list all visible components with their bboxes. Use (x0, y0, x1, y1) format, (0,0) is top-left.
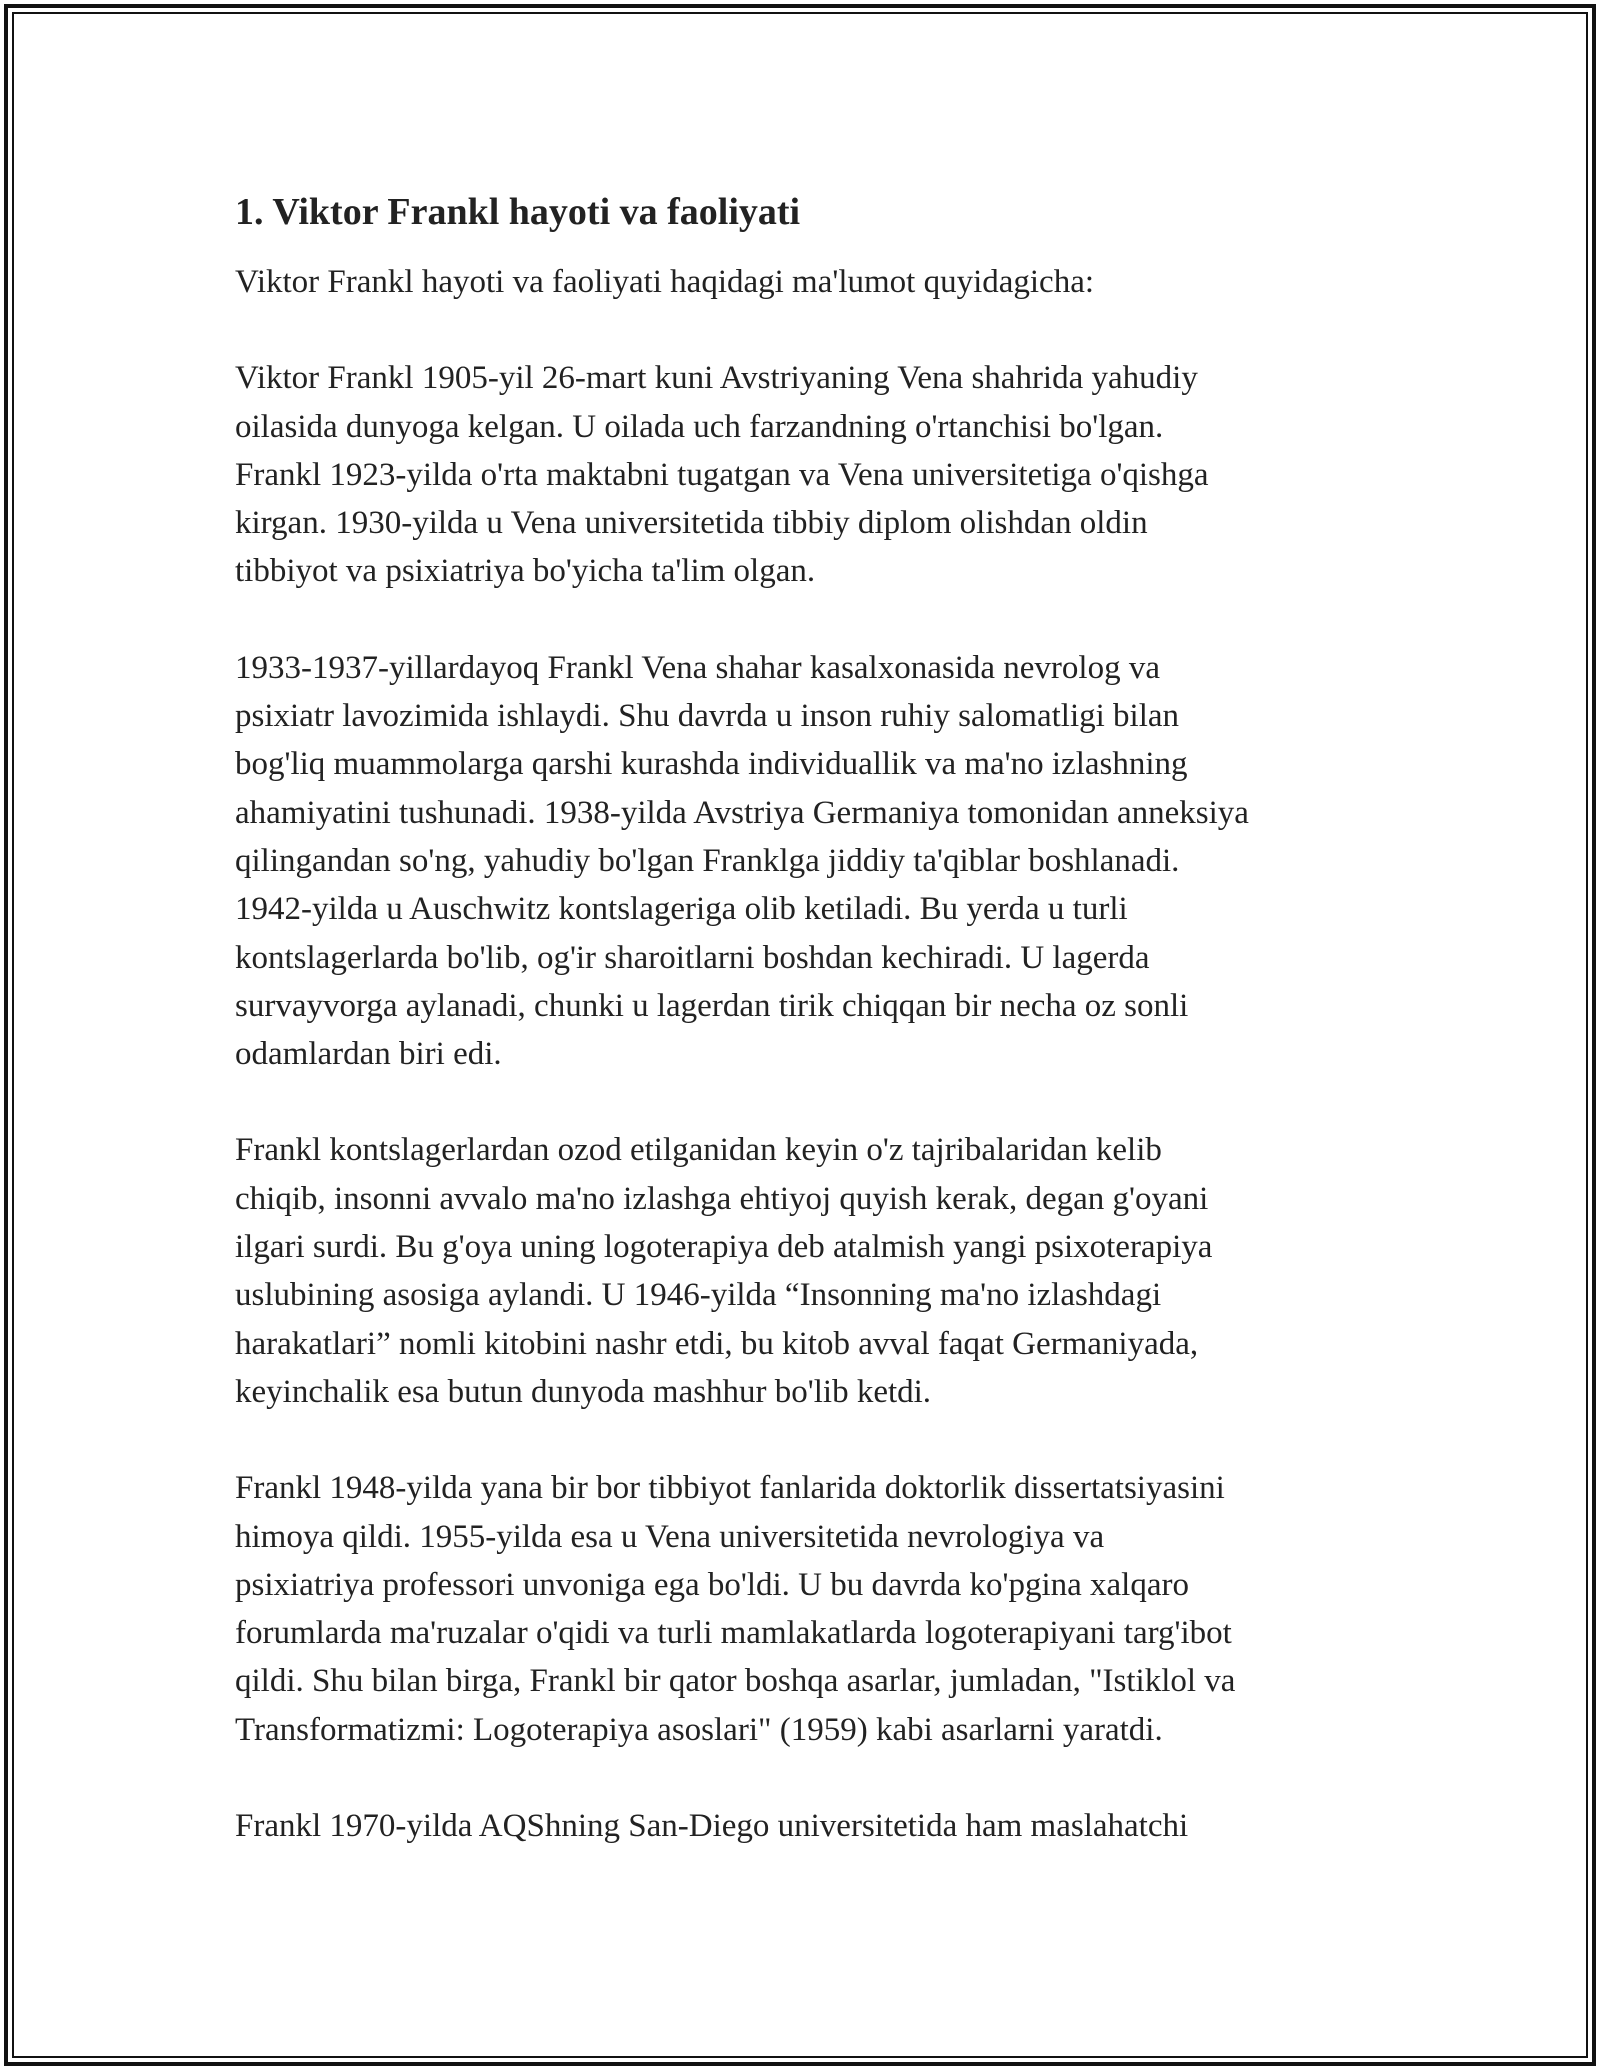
paragraph-later-career: Frankl 1970-yilda AQShning San-Diego universitetida ham maslahatchi (235, 1808, 1189, 1845)
paragraph-war-years: 1933-1937-yillardayoq Frankl Vena shahar kasalxonasida nevrolog va psixiatr lavozimida ishlaydi. Shu davrda u inson ruhiy salomatligi bilan bog'liq muammolarga qarshi kurashda individuallik va ma'no izlashning ahamiyatini tushunadi. 1938-yilda Avstriya Germaniya tomonidan anneksiya qilingandan so'ng, yahudiy bo'lgan Franklga jiddiy ta'qiblar boshlanadi. 1942-yilda u Auschwitz kontslageriga olib ketiladi. Bu yerda u turli kontslagerlarda bo'lib, og'ir sharoitlarni boshdan kechiradi. U lagerda survayvorga aylanadi, chunki u lagerdan tirik chiqqan bir necha oz sonli odamlardan biri edi. (235, 649, 1249, 1073)
section-heading: 1. Viktor Frankl hayoti va faoliyati (235, 191, 801, 233)
paragraph-early-life: Viktor Frankl 1905-yil 26-mart kuni Avstriyaning Vena shahrida yahudiy oilasida dunyoga kelgan. U oilada uch farzandning o'rtanchisi bo'lgan. Frankl 1923-yilda o'rta maktabni tugatgan va Vena universitetiga o'qishga kirgan. 1930-yilda u Vena universitetida tibbiy diplom olishdan oldin tibbiyot va psixiatriya bo'yicha ta'lim olgan. (235, 360, 1209, 590)
paragraph-professorship: Frankl 1948-yilda yana bir bor tibbiyot fanlarida doktorlik dissertatsiyasini himoya qildi. 1955-yilda esa u Vena universitetida nevrologiya va psixiatriya professori unvoniga ega bo'ldi. U bu davrda ko'pgina xalqaro forumlarda ma'ruzalar o'qidi va turli mamlakatlarda logoterapiyani targ'ibot qildi. Shu bilan birga, Frankl bir qator boshqa asarlar, jumladan, "Istiklol va Transformatizmi: Logoterapiya asoslari" (1959) kabi asarlarni yaratdi. (235, 1470, 1236, 1748)
intro-paragraph: Viktor Frankl hayoti va faoliyati haqidagi ma'lumot quyidagicha: (235, 264, 1095, 300)
paragraph-logotherapy: Frankl kontslagerlardan ozod etilganidan keyin o'z tajribalaridan kelib chiqib, insonni avvalo ma'no izlashga ehtiyoj quyish kerak, degan g'oyani ilgari surdi. Bu g'oya uning logoterapiya deb atalmish yangi psixoterapiya uslubining asosiga aylandi. U 1946-yilda “Insonning ma'no izlashdagi harakatlari” nomli kitobini nashr etdi, bu kitob avval faqat Germaniyada, keyinchalik esa butun dunyoda mashhur bo'lib ketdi. (235, 1132, 1213, 1410)
document-body (235, 188, 1395, 1898)
